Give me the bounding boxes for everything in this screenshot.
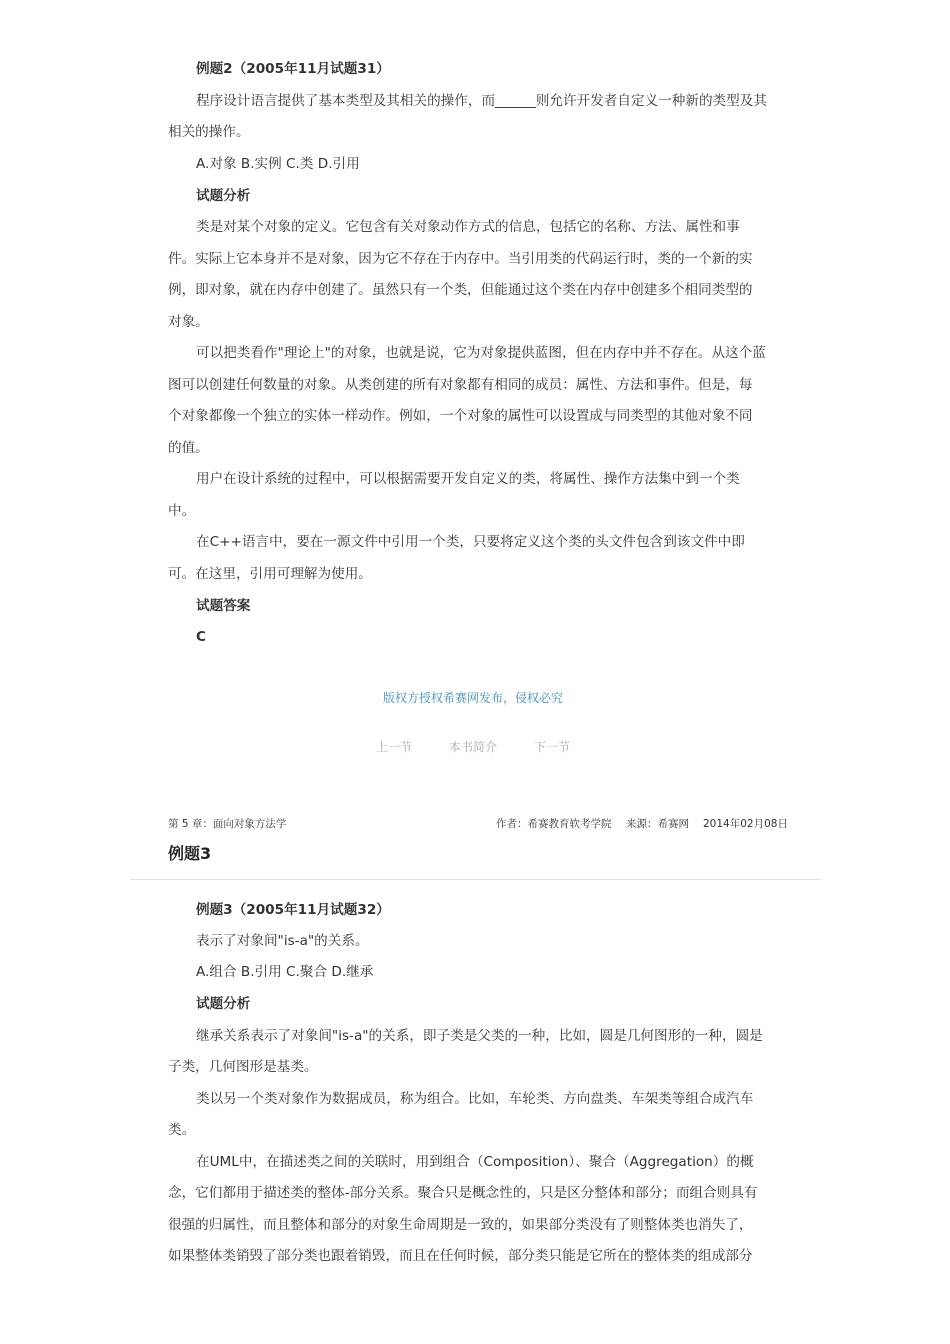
paragraph-line: 个对象都像一个独立的实体一样动作。例如，一个对象的属性可以设置成与同类型的其他对象不同 <box>168 408 753 424</box>
analysis-heading: 试题分析 <box>196 188 251 204</box>
question-text: 相关的操作。 <box>168 124 250 140</box>
paragraph-line: 继承关系表示了对象间"is-a"的关系，即子类是父类的一种，比如，圆是几何图形的一种，圆是 <box>196 1028 763 1044</box>
divider <box>130 879 821 880</box>
date-label: 2014年02月08日 <box>703 818 788 830</box>
source-label: 来源：希赛网 <box>626 818 689 830</box>
author-label: 作者：希赛教育软考学院 <box>496 818 612 830</box>
chapter-label: 第 5 章：面向对象方法学 <box>168 818 287 830</box>
paragraph-line: 件。实际上它本身并不是对象，因为它不存在于内存中。当引用类的代码运行时，类的一个新的实 <box>168 251 753 267</box>
page-title: 例题3 <box>168 844 212 863</box>
example-title: 例题2（2005年11月试题31） <box>196 61 390 77</box>
paragraph-line: 类以另一个类对象作为数据成员，称为组合。比如，车轮类、方向盘类、车架类等组合成汽车 <box>196 1091 754 1107</box>
paragraph-line: 子类，几何图形是基类。 <box>168 1059 318 1075</box>
paragraph-line: 中。 <box>168 503 196 519</box>
question-text: 表示了对象间"is-a"的关系。 <box>196 933 369 949</box>
answer-heading: 试题答案 <box>196 598 251 614</box>
answer-options: A.对象 B.实例 C.类 D.引用 <box>196 156 360 172</box>
analysis-heading: 试题分析 <box>196 996 251 1012</box>
paragraph-line: 的值。 <box>168 440 209 456</box>
paragraph-line: 用户在设计系统的过程中，可以根据需要开发自定义的类，将属性、操作方法集中到一个类 <box>196 471 740 487</box>
paragraph-line: 可。在这里，引用可理解为使用。 <box>168 566 372 582</box>
paragraph-line: 可以把类看作"理论上"的对象，也就是说，它为对象提供蓝图，但在内存中并不存在。从这个蓝 <box>196 345 766 361</box>
paragraph-line: 类。 <box>168 1122 196 1138</box>
paragraph-line: 图可以创建任何数量的对象。从类创建的所有对象都有相同的成员：属性、方法和事件。但是，每 <box>168 377 753 393</box>
next-section-link[interactable]: 下一节 <box>534 740 571 754</box>
paragraph-line: 例，即对象，就在内存中创建了。虽然只有一个类，但能通过这个类在内存中创建多个相同类型的 <box>168 282 753 298</box>
paragraph-line: 如果整体类销毁了部分类也跟着销毁，而且在任何时候，部分类只能是它所在的整体类的组成部分 <box>168 1248 753 1264</box>
paragraph-line: 在UML中，在描述类之间的关联时，用到组合（Composition）、聚合（Aggregation）的概 <box>196 1154 754 1170</box>
paragraph-line: 对象。 <box>168 314 209 330</box>
book-intro-link[interactable]: 本书简介 <box>449 740 498 754</box>
answer-options: A.组合 B.引用 C.聚合 D.继承 <box>196 964 374 980</box>
answer-value: C <box>196 629 206 645</box>
paragraph-line: 念，它们都用于描述类的整体-部分关系。聚合只是概念性的，只是区分整体和部分；而组合则具有 <box>168 1185 758 1201</box>
prev-section-link[interactable]: 上一节 <box>376 740 413 754</box>
copyright-notice: 版权方授权希赛网发布，侵权必究 <box>383 691 564 705</box>
paragraph-line: 类是对某个对象的定义。它包含有关对象动作方式的信息，包括它的名称、方法、属性和事 <box>196 219 740 235</box>
question-text: 程序设计语言提供了基本类型及其相关的操作，而______则允许开发者自定义一种新的类型及其 <box>196 93 767 109</box>
paragraph-line: 在C++语言中，要在一源文件中引用一个类，只要将定义这个类的头文件包含到该文件中即 <box>196 534 745 550</box>
paragraph-line: 很强的归属性，而且整体和部分的对象生命周期是一致的，如果部分类没有了则整体类也消失了， <box>168 1217 753 1233</box>
example-title: 例题3（2005年11月试题32） <box>196 902 390 918</box>
